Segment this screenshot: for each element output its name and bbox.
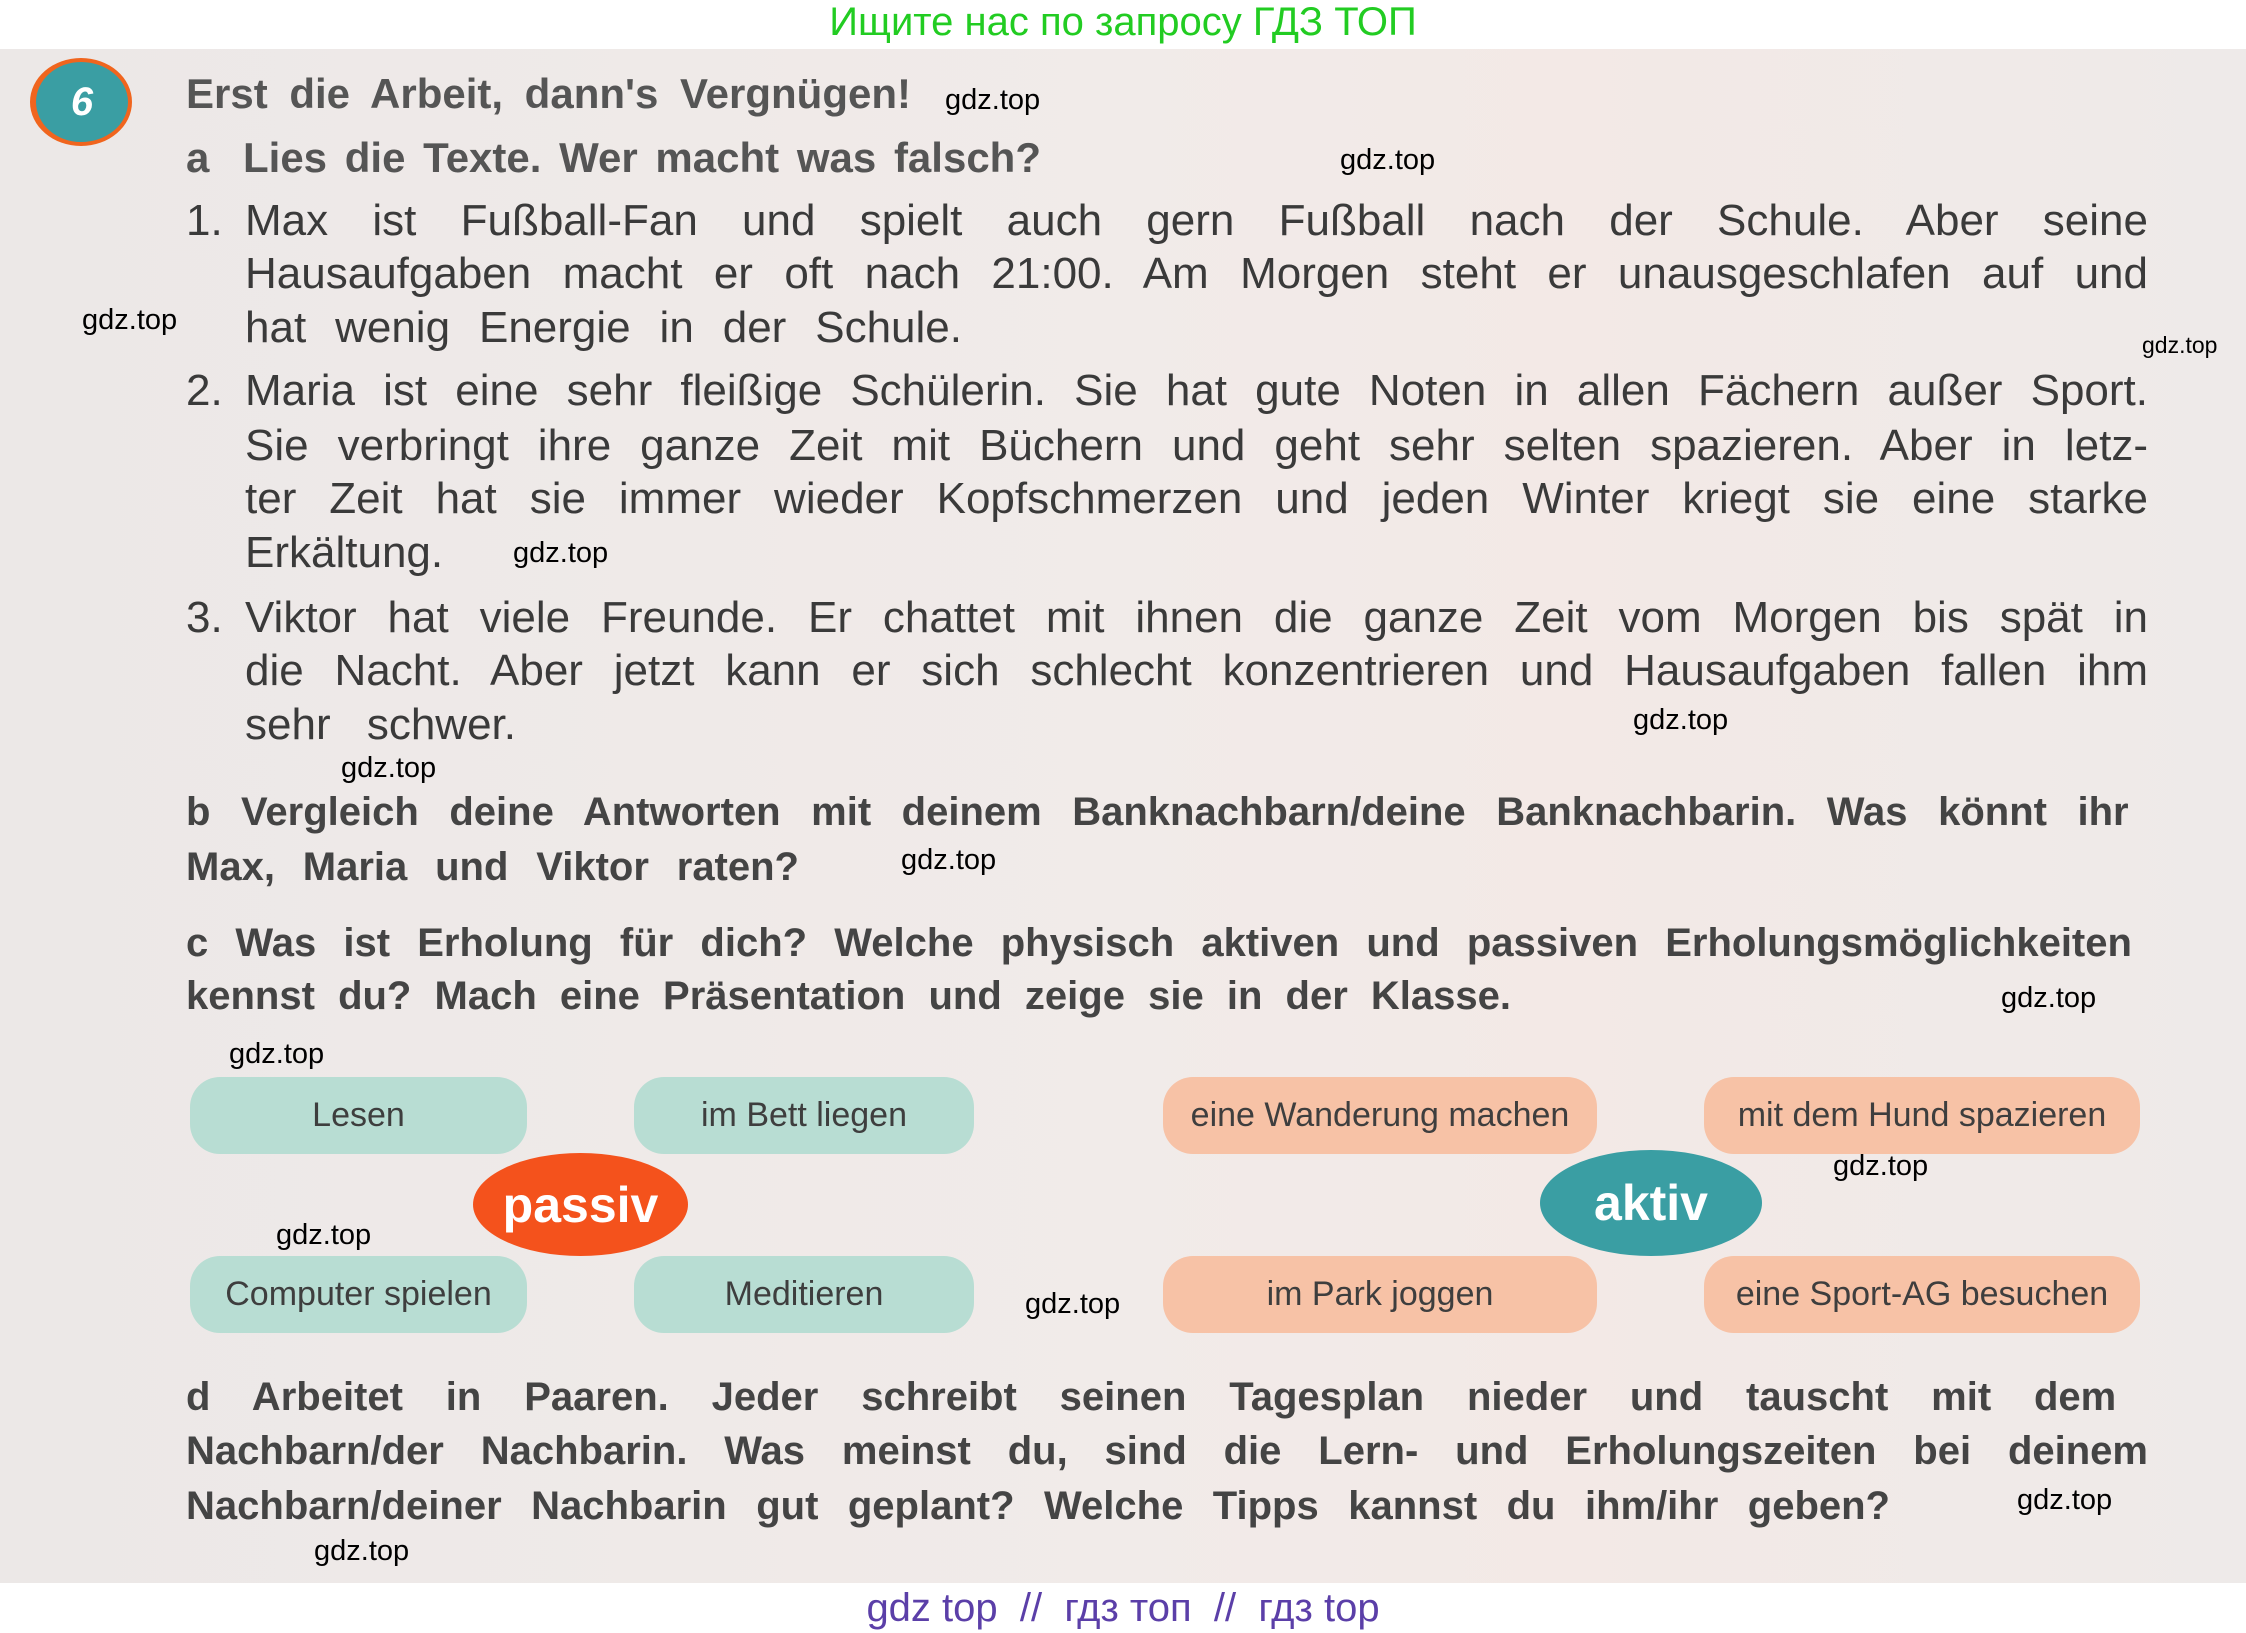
watermark: gdz.top — [945, 84, 1041, 116]
text-1-line: Max ist Fußball-Fan und spielt auch gern Fußball nach der Schule. Aber seine — [245, 196, 2148, 245]
exercise-title: Erst die Arbeit, dann's Vergnügen! — [186, 70, 911, 117]
watermark: gdz.top — [1340, 144, 1436, 176]
passive-activity-pill: im Bett liegen — [634, 1077, 974, 1154]
active-activity-pill: eine Wanderung machen — [1163, 1077, 1597, 1154]
text-2-line: Erkältung. — [245, 528, 444, 577]
watermark: gdz.top — [276, 1219, 372, 1251]
text-1-line: hat wenig Energie in der Schule. — [245, 303, 962, 352]
watermark: gdz.top — [1633, 704, 1729, 736]
watermark: gdz.top — [2142, 332, 2218, 358]
task-a-letter: a — [186, 134, 210, 181]
watermark: gdz.top — [2001, 982, 2097, 1014]
task-c-line: kennst du? Mach eine Präsentation und zeige sie in der Klasse. — [186, 974, 1511, 1018]
task-d-line: Nachbarn/deiner Nachbarin gut geplant? Welche Tipps kannst du ihm/ihr geben? — [186, 1484, 1890, 1528]
exercise-number-badge: 6 — [30, 58, 132, 146]
active-activity-pill: mit dem Hund spazieren — [1704, 1077, 2140, 1154]
task-b-line: Max, Maria und Viktor raten? — [186, 845, 799, 889]
text-3-line: sehr schwer. — [245, 700, 516, 749]
search-banner: Ищите нас по запросу ГДЗ ТОП — [0, 0, 2246, 49]
passive-activity-pill: Meditieren — [634, 1256, 974, 1333]
watermark: gdz.top — [229, 1038, 325, 1070]
text-2-line: Maria ist eine sehr fleißige Schülerin. Sie hat gute Noten in allen Fächern außer Sport. — [245, 366, 2148, 415]
footer-links: gdz top // гдз топ // гдз top — [0, 1583, 2246, 1633]
watermark: gdz.top — [513, 537, 609, 569]
text-3-line: die Nacht. Aber jetzt kann er sich schlecht konzentrieren und Hausaufgaben fallen ihm — [245, 646, 2148, 695]
watermark: gdz.top — [341, 752, 437, 784]
task-a-instruction: Lies die Texte. Wer macht was falsch? — [243, 134, 1041, 181]
text-2-line: Sie verbringt ihre ganze Zeit mit Büchern und geht sehr selten spazieren. Aber in letz- — [245, 421, 2148, 470]
task-d-line: Nachbarn/der Nachbarin. Was meinst du, sind die Lern- und Erholungszeiten bei deinem — [186, 1429, 2148, 1473]
watermark: gdz.top — [314, 1535, 410, 1567]
text-2-number: 2. — [186, 366, 223, 415]
watermark: gdz.top — [82, 304, 178, 336]
active-activity-pill: im Park joggen — [1163, 1256, 1597, 1333]
text-3-line: Viktor hat viele Freunde. Er chattet mit ihnen die ganze Zeit vom Morgen bis spät in — [245, 593, 2148, 642]
watermark: gdz.top — [1025, 1288, 1121, 1320]
passive-activity-pill: Computer spielen — [190, 1256, 527, 1333]
text-1-number: 1. — [186, 196, 223, 245]
passive-category-oval: passiv — [473, 1153, 688, 1256]
passive-activity-pill: Lesen — [190, 1077, 527, 1154]
text-3-number: 3. — [186, 593, 223, 642]
text-1-line: Hausaufgaben macht er oft nach 21:00. Am Morgen steht er unausgeschlafen auf und — [245, 249, 2148, 298]
active-category-oval: aktiv — [1540, 1150, 1762, 1256]
task-d-line: d Arbeitet in Paaren. Jeder schreibt seinen Tagesplan nieder und tauscht mit dem — [186, 1375, 2117, 1419]
task-b-line: b Vergleich deine Antworten mit deinem Banknachbarn/deine Banknachbarin. Was könnt ihr — [186, 790, 2129, 834]
task-c-line: c Was ist Erholung für dich? Welche physisch aktiven und passiven Erholungsmöglichkeiten — [186, 921, 2132, 965]
watermark: gdz.top — [1833, 1150, 1929, 1182]
text-2-line: ter Zeit hat sie immer wieder Kopfschmerzen und jeden Winter kriegt sie eine starke — [245, 474, 2148, 523]
watermark: gdz.top — [901, 844, 997, 876]
watermark: gdz.top — [2017, 1484, 2113, 1516]
active-activity-pill: eine Sport-AG besuchen — [1704, 1256, 2140, 1333]
